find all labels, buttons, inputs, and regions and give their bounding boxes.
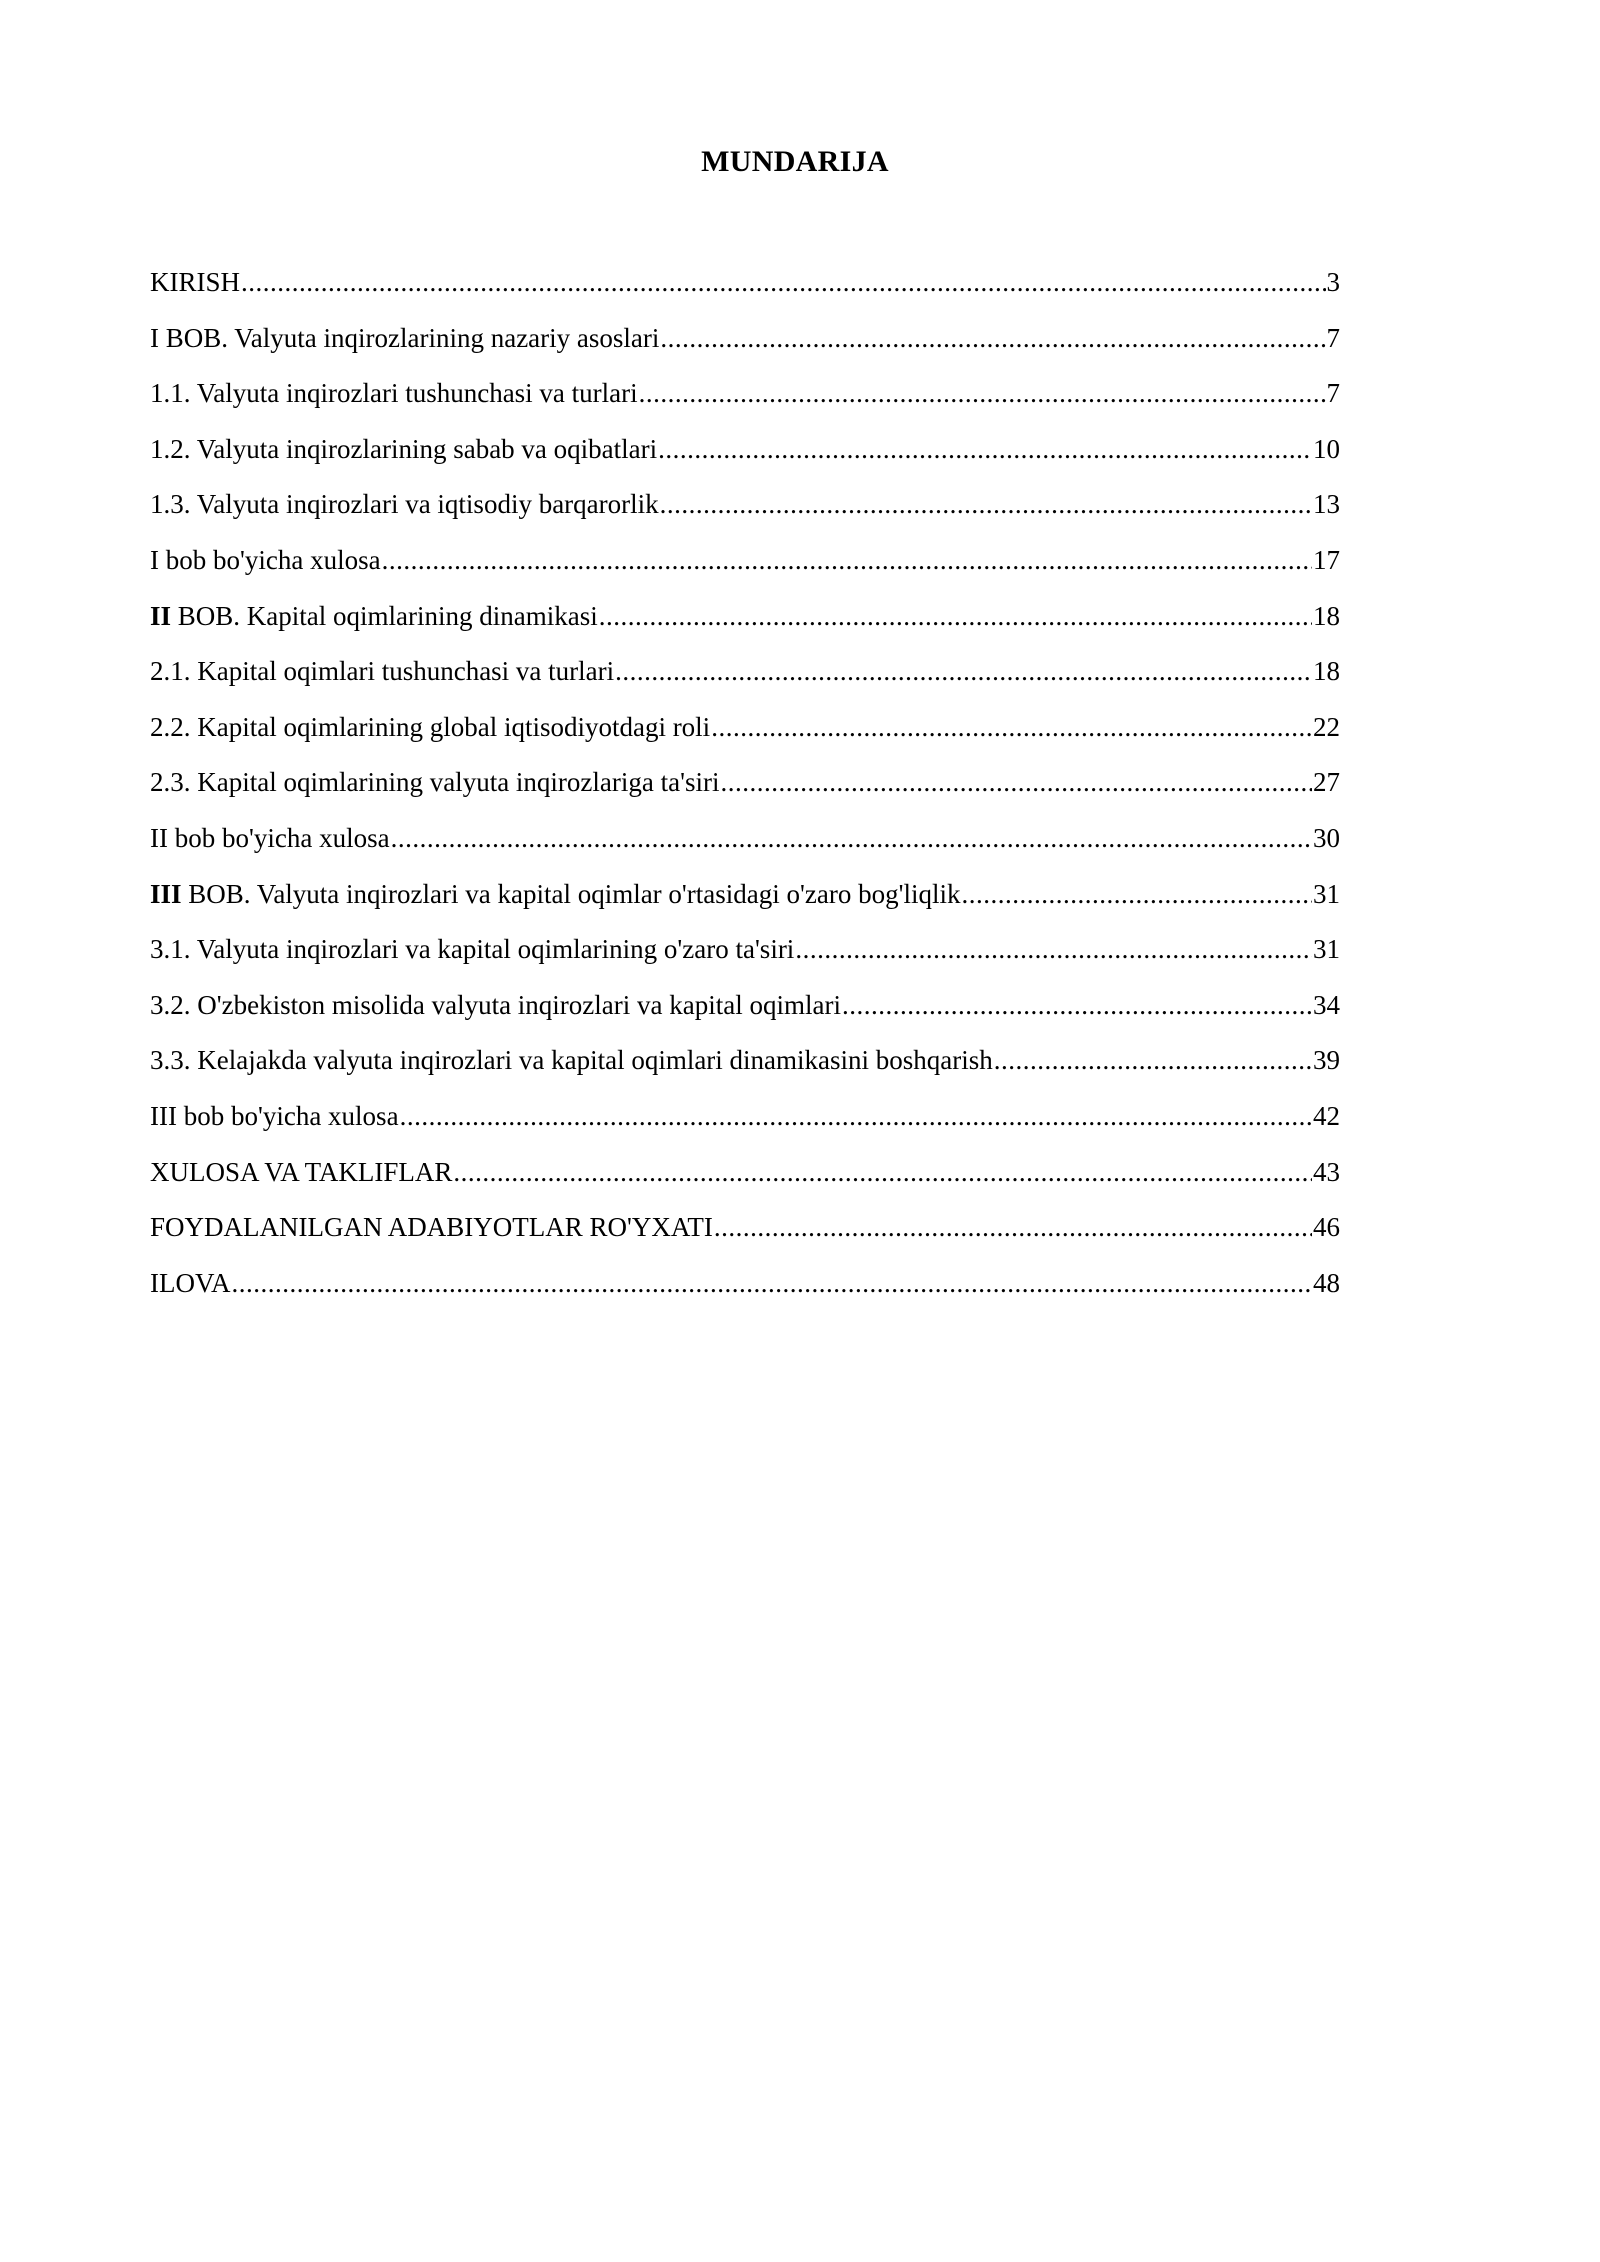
- toc-page-number: 18: [1313, 656, 1340, 687]
- toc-dot-leader: [994, 1040, 1312, 1080]
- toc-dot-leader: [658, 429, 1312, 469]
- toc-entry[interactable]: [150, 596, 1340, 652]
- toc-page-number: 13: [1313, 489, 1340, 520]
- toc-page-number: 42: [1313, 1100, 1340, 1131]
- toc-dot-leader: [639, 373, 1326, 413]
- toc-page-number: 31: [1313, 934, 1340, 965]
- toc-entry-label: II BOB. Kapital oqimlarining dinamikasi: [150, 600, 598, 631]
- toc-dot-leader: [453, 1152, 1312, 1192]
- toc-dot-leader: [599, 596, 1312, 636]
- toc-page-number: 10: [1313, 433, 1340, 464]
- toc-page-number: 7: [1326, 378, 1340, 409]
- toc-entry[interactable]: [150, 318, 1340, 374]
- toc-entry[interactable]: [150, 929, 1340, 985]
- toc-entry-label: XULOSA VA TAKLIFLAR: [150, 1156, 453, 1187]
- toc-page-number: 39: [1313, 1045, 1340, 1076]
- toc-dot-leader: [400, 1096, 1312, 1136]
- toc-entry-label: FOYDALANILGAN ADABIYOTLAR RO'YXATI: [150, 1212, 713, 1243]
- toc-entry[interactable]: [150, 262, 1340, 318]
- toc-dot-leader: [382, 540, 1312, 580]
- toc-page-number: 30: [1313, 822, 1340, 853]
- toc-dot-leader: [714, 1207, 1312, 1247]
- toc-page-number: 27: [1313, 767, 1340, 798]
- toc-entry-label: 2.3. Kapital oqimlarining valyuta inqirozlariga ta'siri: [150, 767, 720, 798]
- toc-entry[interactable]: [150, 1207, 1340, 1263]
- toc-page-number: 43: [1313, 1156, 1340, 1187]
- toc-entry[interactable]: [150, 818, 1340, 874]
- toc-entry[interactable]: [150, 1152, 1340, 1208]
- toc-entry-label: 1.2. Valyuta inqirozlarining sabab va oqibatlari: [150, 433, 658, 464]
- toc-dot-leader: [241, 262, 1325, 302]
- toc-dot-leader: [660, 484, 1312, 524]
- toc-dot-leader: [961, 874, 1312, 914]
- toc-entry[interactable]: [150, 985, 1340, 1041]
- toc-entry[interactable]: [150, 1096, 1340, 1152]
- toc-page-number: 17: [1313, 544, 1340, 575]
- toc-entry[interactable]: [150, 707, 1340, 763]
- toc-page-number: 34: [1313, 989, 1340, 1020]
- page-title: MUNDARIJA: [701, 145, 889, 178]
- toc-page-number: 46: [1313, 1212, 1340, 1243]
- toc-entry-label: ILOVA: [150, 1267, 231, 1298]
- toc-entry-label: III BOB. Valyuta inqirozlari va kapital oqimlar o'rtasidagi o'zaro bog'liqlik: [150, 878, 961, 909]
- toc-dot-leader: [720, 762, 1312, 802]
- toc-entry-label: I bob bo'yicha xulosa: [150, 544, 381, 575]
- table-of-contents: [150, 262, 1340, 1318]
- toc-entry[interactable]: [150, 540, 1340, 596]
- toc-entry-label: II bob bo'yicha xulosa: [150, 822, 390, 853]
- toc-dot-leader: [711, 707, 1312, 747]
- toc-entry-label: III bob bo'yicha xulosa: [150, 1100, 399, 1131]
- toc-page-number: 22: [1313, 711, 1340, 742]
- toc-entry-label: 2.2. Kapital oqimlarining global iqtisodiyotdagi roli: [150, 711, 711, 742]
- toc-page-number: 18: [1313, 600, 1340, 631]
- toc-dot-leader: [795, 929, 1312, 969]
- toc-dot-leader: [842, 985, 1312, 1025]
- toc-entry[interactable]: [150, 429, 1340, 485]
- toc-entry[interactable]: [150, 651, 1340, 707]
- toc-entry-label: KIRISH: [150, 267, 241, 297]
- toc-page-number: 48: [1313, 1267, 1340, 1298]
- toc-entry-label: 3.2. O'zbekiston misolida valyuta inqirozlari va kapital oqimlari: [150, 989, 841, 1020]
- toc-entry-label: 3.3. Kelajakda valyuta inqirozlari va kapital oqimlari dinamikasini boshqarish: [150, 1045, 993, 1076]
- toc-page-number: 3: [1326, 267, 1340, 297]
- toc-entry-label: 3.1. Valyuta inqirozlari va kapital oqimlarining o'zaro ta'siri: [150, 934, 795, 965]
- toc-dot-leader: [391, 818, 1312, 858]
- toc-entry[interactable]: [150, 373, 1340, 429]
- toc-entry-label: 1.3. Valyuta inqirozlari va iqtisodiy barqarorlik: [150, 489, 659, 520]
- toc-page-number: 31: [1313, 878, 1340, 909]
- toc-dot-leader: [660, 318, 1325, 358]
- toc-entry-label: 2.1. Kapital oqimlari tushunchasi va turlari: [150, 656, 615, 687]
- toc-entry[interactable]: [150, 762, 1340, 818]
- toc-entry[interactable]: [150, 1040, 1340, 1096]
- toc-entry[interactable]: [150, 484, 1340, 540]
- toc-entry[interactable]: [150, 1263, 1340, 1319]
- toc-entry-label: 1.1. Valyuta inqirozlari tushunchasi va turlari: [150, 378, 638, 409]
- toc-dot-leader: [232, 1263, 1313, 1303]
- toc-dot-leader: [615, 651, 1312, 691]
- toc-entry-label: I BOB. Valyuta inqirozlarining nazariy asoslari: [150, 322, 660, 353]
- toc-page-number: 7: [1326, 322, 1340, 353]
- toc-entry[interactable]: [150, 874, 1340, 930]
